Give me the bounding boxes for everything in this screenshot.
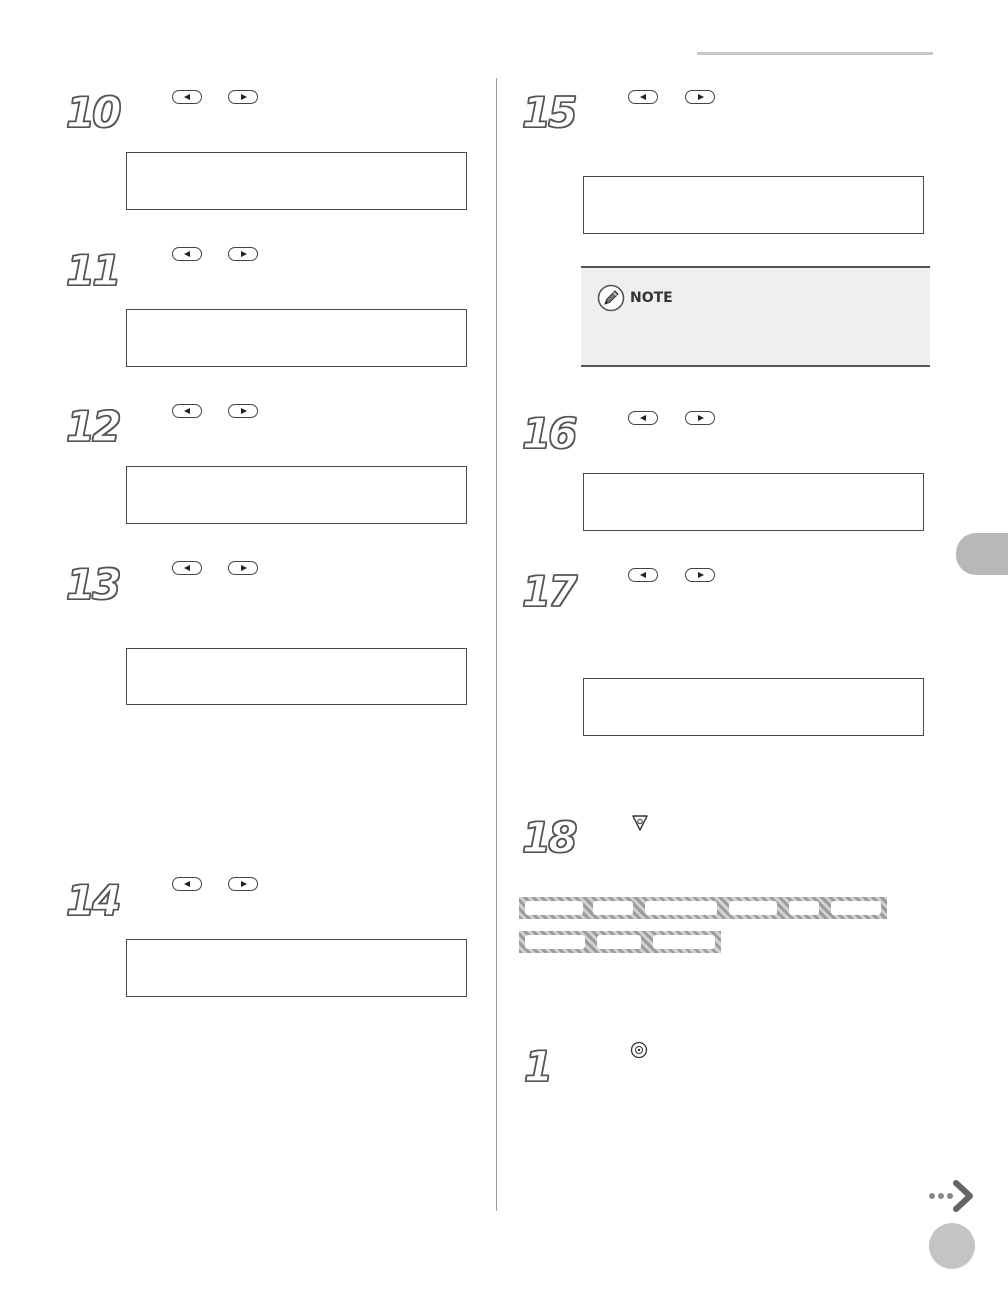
step-number-15: 15 [522,88,575,137]
left-arrow-key-icon [172,877,202,891]
step-number-14: 14 [66,876,119,925]
left-arrow-key-icon [172,90,202,104]
chapter-tab-marker [956,533,1008,575]
lcd-display-step-16 [583,473,924,531]
column-divider [496,78,497,1211]
left-arrow-key-icon [628,411,658,425]
lcd-display-step-12 [126,466,467,524]
step-number-17: 17 [522,567,575,616]
right-arrow-key-icon [685,568,715,582]
step-number-13: 13 [66,560,119,609]
lcd-display-step-15 [583,176,924,234]
left-arrow-key-icon [172,404,202,418]
step-number-11: 11 [66,246,119,295]
section-heading-line-1 [519,897,887,919]
note-label: NOTE [630,290,673,306]
note-box [581,266,930,367]
page-number-badge [929,1223,975,1269]
step-number-12: 12 [66,402,119,451]
step-number-1: 1 [524,1042,551,1091]
lcd-display-step-11 [126,309,467,367]
header-rule [697,52,933,55]
step-number-10: 10 [66,88,119,137]
lcd-display-step-17 [583,678,924,736]
stop-reset-key-icon [630,812,650,832]
right-arrow-key-icon [685,90,715,104]
left-arrow-key-icon [172,247,202,261]
next-page-arrow-icon [928,1180,978,1212]
lcd-display-step-10 [126,152,467,210]
left-arrow-key-icon [628,568,658,582]
pencil-note-icon [597,284,625,312]
lcd-display-step-14 [126,939,467,997]
right-arrow-key-icon [685,411,715,425]
right-arrow-key-icon [228,247,258,261]
right-arrow-key-icon [228,877,258,891]
right-arrow-key-icon [228,90,258,104]
right-arrow-key-icon [228,404,258,418]
section-heading [519,897,891,957]
step-number-18: 18 [522,813,575,862]
right-arrow-key-icon [228,561,258,575]
section-heading-line-2 [519,931,721,953]
menu-key-icon [630,1041,648,1059]
left-arrow-key-icon [628,90,658,104]
left-arrow-key-icon [172,561,202,575]
step-number-16: 16 [522,409,575,458]
lcd-display-step-13 [126,648,467,705]
